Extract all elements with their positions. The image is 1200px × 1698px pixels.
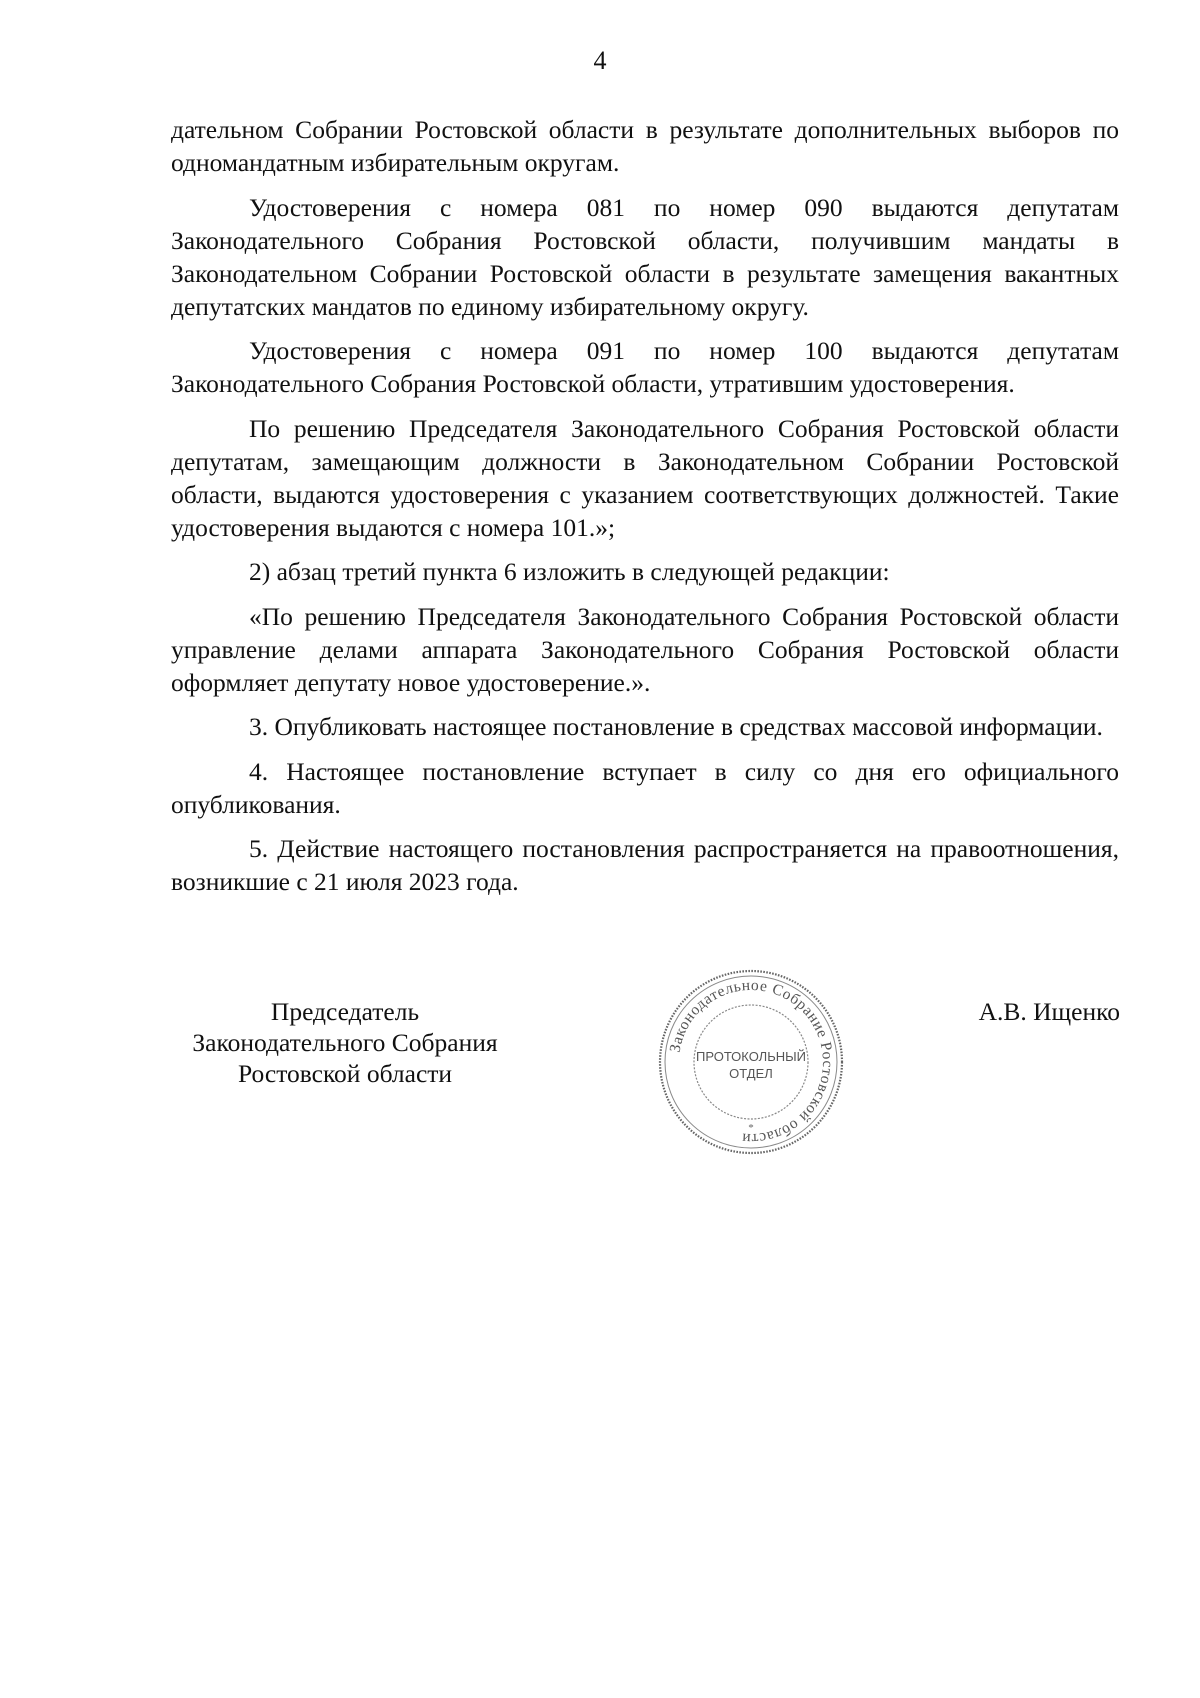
signatory-name: А.В. Ищенко <box>978 997 1120 1026</box>
seal-ring-text-path: Законодательное Собрание Ростовской области <box>666 976 837 1148</box>
paragraph-chairman-decision: По решению Председателя Законодательного Собрания Ростовской области депутатам, замещающим должности в Законодательном Собрании Ростовской области, выдаются удостоверения с указанием соответствующих должностей. Такие удостоверения выдаются с номера 101.»; <box>171 413 1119 542</box>
seal-center-line-2: ОТДЕЛ <box>729 1066 773 1081</box>
document-body <box>171 113 1119 910</box>
signatory-title <box>170 996 520 1089</box>
paragraph-item-3: 3. Опубликовать настоящее постановление в средствах массовой информации. <box>249 712 1103 741</box>
seal-graphic <box>656 967 846 1157</box>
official-seal <box>656 967 846 1157</box>
paragraph-new-wording: «По решению Председателя Законодательного Собрания Ростовской области управление делами аппарата Законодательного Собрания Ростовской области оформляет депутату новое удостоверение.». <box>171 601 1119 697</box>
paragraph-amendment-2: 2) абзац третий пункта 6 изложить в следующей редакции: <box>249 557 890 586</box>
paragraph-continuation: дательном Собрании Ростовской области в результате дополнительных выборов по одномандатным избирательным округам. <box>171 115 1119 177</box>
paragraph-item-5: 5. Действие настоящего постановления распространяется на правоотношения, возникшие с 21 июля 2023 года. <box>171 834 1119 896</box>
signatory-title-line-3: Ростовской области <box>237 1059 453 1088</box>
paragraph-certificates-091-100: Удостоверения с номера 091 по номер 100 выдаются депутатам Законодательного Собрания Ростовской области, утратившим удостоверения. <box>171 336 1119 398</box>
seal-center-line-1: ПРОТОКОЛЬНЫЙ <box>695 1049 807 1064</box>
paragraph-certificates-081-090: Удостоверения с номера 081 по номер 090 выдаются депутатам Законодательного Собрания Ростовской области, получившим мандаты в Законодательном Собрании Ростовской области в результате замещения вакантных депутатских мандатов по единому избирательному округу. <box>171 192 1119 321</box>
page-number: 4 <box>593 46 607 75</box>
signatory-title-line-1: Председатель <box>270 997 420 1026</box>
seal-star-icon: * <box>748 1122 754 1134</box>
signatory-title-line-2: Законодательного Собрания <box>192 1028 498 1057</box>
paragraph-item-4: 4. Настоящее постановление вступает в силу со дня его официального опубликования. <box>171 756 1119 819</box>
